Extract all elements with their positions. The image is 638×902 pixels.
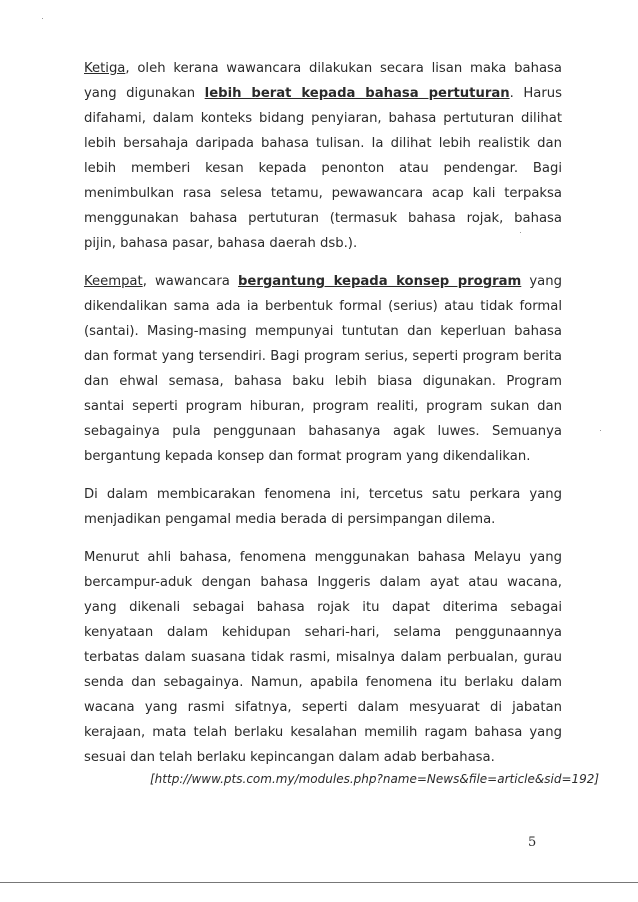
footer-divider [0,882,638,883]
text-line: bergantung kepada konsep dan format program yang dikendalikan. [84,449,531,464]
text-line: wacana yang rasmi sifatnya, seperti dalam mesyuarat di jabatan [84,700,562,715]
text-line: dan ehwal semasa, bahasa baku lebih biasa digunakan. Program [84,374,562,389]
text-line: sebagainya pula penggunaan bahasanya agak luwes. Semuanya [84,424,562,439]
emphasis-konsep-program: bergantung kepada konsep program [237,274,522,289]
text-line: Menurut ahli bahasa, fenomena menggunakan bahasa Melayu yang [84,550,562,565]
scan-speck [42,18,43,19]
text-line: difahami, dalam konteks bidang penyiaran, bahasa pertuturan dilihat [84,111,562,126]
text-line: menjadikan pengamal media berada di persimpangan dilema. [84,512,496,527]
text-line: yang digunakan lebih berat kepada bahasa pertuturan. Harus [84,86,562,101]
text-line: Di dalam membicarakan fenomena ini, tercetus satu perkara yang [84,487,562,502]
text-line: lebih bersahaja daripada bahasa tulisan. Ia dilihat lebih realistik dan [84,136,562,151]
page-number: 5 [528,835,537,850]
scan-speck [520,232,521,233]
source-citation: [http://www.pts.com.my/modules.php?name=News&file=article&sid=192] [150,772,600,786]
text-line: (santai). Masing-masing mempunyai tuntutan dan keperluan bahasa [84,324,562,339]
text-line: dikendalikan sama ada ia berbentuk formal (serius) atau tidak formal [84,299,562,314]
lead-word-keempat: Keempat [84,274,143,289]
scan-speck [600,430,601,431]
text-line: dan format yang tersendiri. Bagi program serius, seperti program berita [84,349,562,364]
text-line: menggunakan bahasa pertuturan (termasuk bahasa rojak, bahasa [84,211,562,226]
text-line: santai seperti program hiburan, program realiti, program sukan dan [84,399,562,414]
text-line: kerajaan, mata telah berlaku kesalahan memilih ragam bahasa yang [84,725,562,740]
text-line: Keempat, wawancara bergantung kepada konsep program yang [84,274,562,289]
text-line: kenyataan dalam kehidupan sehari-hari, selama penggunaannya [84,625,562,640]
text-line: lebih memberi kesan kepada penonton atau pendengar. Bagi [84,161,562,176]
text-line: bercampur-aduk dengan bahasa Inggeris dalam ayat atau wacana, [84,575,562,590]
lead-word-ketiga: Ketiga [84,61,126,76]
text-line: yang dikenali sebagai bahasa rojak itu dapat diterima sebagai [84,600,562,615]
text-line: pijin, bahasa pasar, bahasa daerah dsb.). [84,236,358,251]
text-line: menimbulkan rasa selesa tetamu, pewawancara acap kali terpaksa [84,186,562,201]
text-line: Ketiga, oleh kerana wawancara dilakukan secara lisan maka bahasa [84,61,562,76]
emphasis-bahasa-pertuturan: lebih berat kepada bahasa pertuturan [204,86,510,101]
text-line: terbatas dalam suasana tidak rasmi, misalnya dalam perbualan, gurau [84,650,562,665]
text-line: sesuai dan telah berlaku kepincangan dalam adab berbahasa. [84,750,495,765]
text-line: senda dan sebagainya. Namun, apabila fenomena itu berlaku dalam [84,675,562,690]
